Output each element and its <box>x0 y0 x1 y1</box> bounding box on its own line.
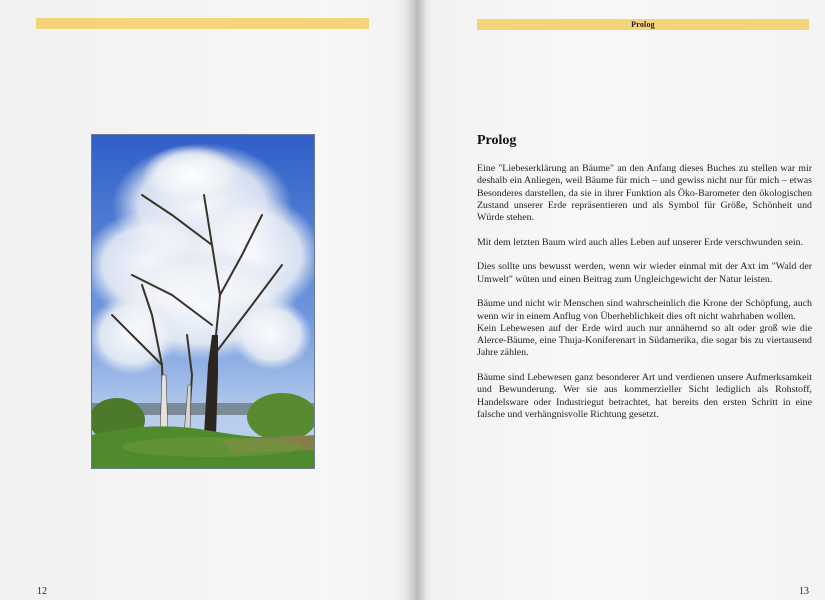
page-number-right: 13 <box>799 586 809 597</box>
right-page <box>425 0 825 600</box>
paragraph-1: Eine "Liebeserklärung an Bäume" an den Anfang dieses Buches zu stellen war mir deshalb ein Anliegen, weil Bäume für mich – und gewiss nicht nur für mich – etwas Besonderes darstellen, da sie in ihrer Funktion als Öko-Barometer den ökologischen Zustand unserer Erde repräsentieren und als Symbol für Größe, Schönheit und Würde stehen. <box>477 163 812 224</box>
right-header-bar <box>477 19 809 30</box>
paragraph-4: Bäume und nicht wir Menschen sind wahrscheinlich die Krone der Schöpfung, auch wenn wir in einem Anflug von Überheblichkeit dies oft nicht wahrhaben wollen. <box>477 298 812 322</box>
running-head: Prolog <box>631 20 655 29</box>
left-header-bar <box>36 18 369 29</box>
body-text <box>477 163 812 434</box>
page-number-left: 12 <box>37 586 47 597</box>
paragraph-2: Mit dem letzten Baum wird auch alles Leben auf unserer Erde verschwunden sein. <box>477 236 804 248</box>
paragraph-3: Dies sollte uns bewusst werden, wenn wir wieder einmal mit der Axt im "Wald der Umwelt" wüten und einen Beitrag zum Ungleichgewicht der Natur leisten. <box>477 261 812 285</box>
paragraph-5: Kein Lebewesen auf der Erde wird auch nur annähernd so alt oder groß wie die Alerce-Bäume, eine Thuja-Koniferenart in Südamerika, die sogar bis zu viertausend Jahre zählen. <box>477 322 812 359</box>
book-spine-shadow <box>405 0 427 600</box>
chapter-title: Prolog <box>477 133 517 148</box>
left-page <box>0 0 412 600</box>
tree-illustration <box>92 135 314 468</box>
blossoming-tree-photo <box>91 134 315 469</box>
paragraph-6: Bäume sind Lebewesen ganz besonderer Art und verdienen unsere Aufmerksamkeit und Bewunderung. Wer sie aus kommerzieller Sicht lediglich als Rohstoff, Handelsware oder Industriegut betrachtet, hat bereits den ersten Schritt in eine falsche und verhängnisvolle Richtung gesetzt. <box>477 372 812 420</box>
